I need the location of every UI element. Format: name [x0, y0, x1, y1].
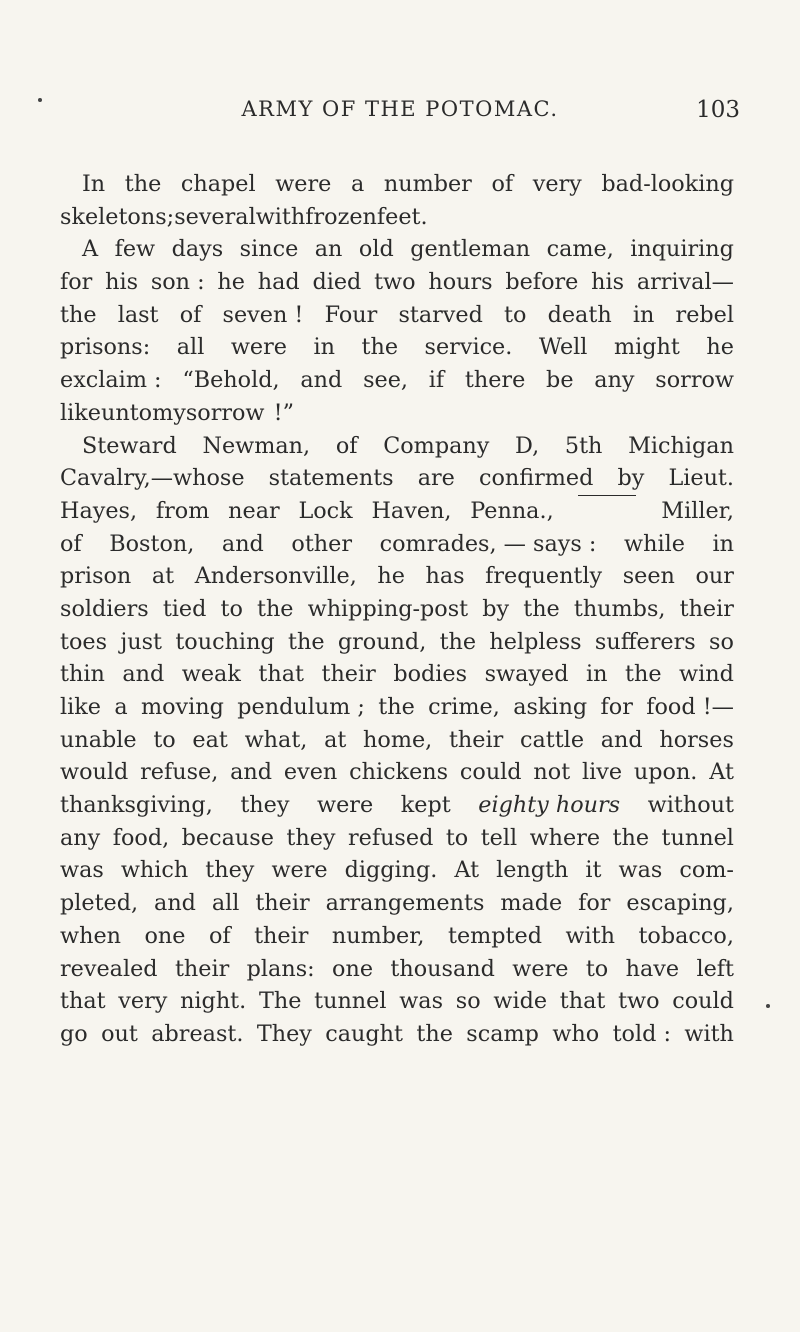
margin-speck-top	[38, 98, 42, 102]
running-title: ARMY OF THE POTOMAC.	[241, 97, 559, 121]
word: in	[712, 530, 734, 557]
word: his	[105, 269, 139, 296]
word: seven !	[222, 301, 304, 328]
word: A	[82, 236, 99, 263]
word: if	[428, 367, 445, 394]
word: and	[221, 530, 264, 557]
word: plans:	[246, 955, 315, 982]
word: length	[496, 857, 569, 884]
word: in	[632, 301, 655, 328]
text-line	[60, 887, 734, 920]
word: starved	[398, 301, 483, 328]
word: unable	[60, 726, 137, 753]
word: seen	[622, 563, 675, 590]
word: Penna.,	[470, 497, 554, 524]
word: the	[625, 661, 662, 688]
text-line	[60, 724, 734, 757]
word: it	[585, 857, 602, 884]
word: and	[154, 890, 196, 917]
word: have	[625, 955, 680, 982]
word: a	[350, 171, 365, 197]
text-line	[60, 789, 734, 822]
word: had	[257, 269, 300, 296]
word: home,	[363, 726, 433, 753]
word: one	[144, 922, 186, 949]
word: be	[546, 367, 574, 394]
word: in	[585, 661, 608, 688]
word: the	[256, 595, 294, 622]
text-line	[60, 331, 734, 364]
word: died	[312, 269, 362, 296]
word: two	[374, 269, 416, 296]
word: even	[283, 759, 338, 786]
word: digging.	[344, 857, 438, 884]
word: Cavalry,—whose	[60, 465, 245, 492]
word: food,	[112, 824, 170, 851]
word: their	[321, 661, 376, 688]
word: Boston,	[109, 530, 195, 557]
text-line	[60, 626, 734, 659]
word: Hayes,	[60, 497, 138, 524]
word: revealed	[60, 955, 158, 982]
word: out	[101, 1020, 138, 1047]
text-line	[60, 495, 734, 528]
word: that	[258, 661, 304, 688]
word: of	[335, 432, 358, 459]
word: At	[454, 857, 480, 884]
word: Four	[324, 301, 378, 328]
word: death	[547, 301, 612, 328]
word: with	[255, 203, 306, 230]
word: their	[254, 922, 309, 949]
word: not	[533, 759, 571, 786]
word: the	[124, 171, 162, 197]
word: arrival—	[636, 269, 734, 296]
word: sufferers	[594, 628, 696, 655]
word: upon.	[633, 759, 698, 786]
word: pendulum ;	[237, 694, 365, 720]
word: my	[152, 399, 186, 426]
word: moving	[140, 694, 224, 720]
word: cattle	[519, 726, 585, 753]
word: was	[399, 988, 444, 1015]
word: days	[171, 236, 224, 263]
word: without	[647, 792, 734, 819]
word: gentleman	[410, 236, 531, 263]
text-line	[60, 1018, 734, 1051]
word: toes	[60, 628, 108, 655]
word: two	[618, 988, 660, 1015]
word: thousand	[390, 955, 495, 982]
word: rebel	[675, 301, 734, 328]
word: to	[504, 301, 527, 328]
word: tunnel	[314, 988, 387, 1015]
word: sorrow	[655, 367, 734, 394]
word: abreast.	[151, 1020, 244, 1047]
word: prison	[60, 563, 132, 590]
word: one	[332, 955, 374, 982]
word: very	[118, 988, 168, 1015]
word: number	[383, 171, 472, 197]
word: unto	[100, 399, 153, 426]
word: Company	[383, 432, 490, 459]
word: eat	[192, 726, 228, 753]
word: number,	[331, 922, 425, 949]
word: service.	[424, 334, 513, 361]
word: They	[256, 1020, 312, 1047]
word: at	[324, 726, 347, 753]
word: to	[153, 726, 176, 753]
word: what,	[244, 726, 308, 753]
word: tied	[162, 595, 207, 622]
word: they	[240, 792, 290, 819]
word: would	[60, 759, 129, 786]
word: in	[313, 334, 335, 361]
text-line	[60, 756, 734, 789]
word: Steward	[82, 432, 177, 459]
word: are	[417, 465, 455, 492]
running-head	[60, 97, 740, 127]
word: since	[239, 236, 299, 263]
word: could	[459, 759, 522, 786]
word: there	[464, 367, 526, 394]
text-line	[60, 953, 734, 986]
word: of	[60, 530, 82, 557]
word: several	[174, 203, 256, 230]
word: weak	[181, 661, 241, 688]
word: Miller,	[661, 497, 734, 524]
text-line	[60, 691, 734, 724]
word: live	[582, 759, 623, 786]
word: bodies	[393, 661, 468, 688]
margin-speck-middle	[766, 1004, 770, 1008]
word: all	[176, 334, 205, 361]
text-line	[60, 528, 734, 561]
word: were	[317, 792, 374, 819]
word: frequently	[485, 563, 603, 590]
word: their	[255, 890, 310, 917]
word: to	[445, 824, 469, 851]
word: was	[60, 857, 104, 884]
word: he	[706, 334, 734, 361]
word: In	[82, 171, 106, 197]
word: sorrow !”	[185, 399, 294, 426]
word: helpless	[489, 628, 582, 655]
text-line	[60, 854, 734, 887]
page-number: 103	[696, 97, 740, 123]
word: at	[151, 563, 175, 590]
word: thumbs,	[573, 595, 666, 622]
blank-dash	[578, 495, 636, 528]
word: that	[60, 988, 106, 1015]
word: other	[291, 530, 353, 557]
word: who	[552, 1020, 600, 1047]
word: tempted	[447, 922, 542, 949]
word: they	[205, 857, 255, 884]
text-line	[60, 462, 734, 495]
word: hours	[428, 269, 493, 296]
word: comrades, — says :	[379, 530, 597, 557]
text-line	[60, 593, 734, 626]
word: because	[181, 824, 274, 851]
word: while	[624, 530, 685, 557]
word: from	[155, 497, 210, 524]
text-line	[60, 430, 734, 463]
word: were	[275, 171, 332, 197]
word: with	[684, 1020, 734, 1047]
word: wide	[493, 988, 548, 1015]
word: which	[120, 857, 189, 884]
word: an	[314, 236, 343, 263]
word: all	[211, 890, 240, 917]
word: the	[361, 334, 399, 361]
word: tunnel	[661, 824, 734, 851]
word: he	[217, 269, 245, 296]
word: was	[618, 857, 663, 884]
word: chickens	[349, 759, 449, 786]
word: frozen	[305, 203, 377, 230]
word: were	[512, 955, 569, 982]
word: son :	[150, 269, 205, 296]
word: the	[416, 1020, 453, 1047]
word: swayed	[484, 661, 569, 688]
word: were	[230, 334, 287, 361]
word: where	[529, 824, 601, 851]
word: Lieut.	[668, 465, 734, 492]
word: and	[300, 367, 343, 394]
word: skeletons;	[60, 203, 175, 230]
word: The	[258, 988, 302, 1015]
word: kept	[400, 792, 451, 819]
word: he	[377, 563, 405, 590]
word: arrangements	[325, 890, 485, 917]
word: tobacco,	[638, 922, 734, 949]
italic-phrase: eighty hours	[478, 792, 621, 819]
word: refuse,	[140, 759, 219, 786]
word: see,	[363, 367, 408, 394]
word: the	[60, 301, 97, 328]
word: told :	[612, 1020, 671, 1047]
word: pleted,	[60, 890, 139, 917]
word: of	[491, 171, 514, 197]
text-line	[60, 168, 734, 201]
text-line	[60, 560, 734, 593]
text-line	[60, 658, 734, 691]
word: com-	[679, 857, 734, 884]
word: might	[613, 334, 680, 361]
word: Michigan	[628, 432, 734, 459]
word: the	[288, 628, 325, 655]
word: night.	[180, 988, 247, 1015]
word: when	[60, 922, 122, 949]
word: confirmed	[478, 465, 594, 492]
word: food !—	[646, 694, 734, 720]
word: chapel	[180, 171, 256, 197]
word: their	[174, 955, 230, 982]
word: any	[594, 367, 635, 394]
word: that	[559, 988, 606, 1015]
word: for	[578, 890, 611, 917]
word: their	[679, 595, 734, 622]
text-line	[60, 920, 734, 953]
text-line	[60, 985, 734, 1018]
word: just	[120, 628, 163, 655]
word: go	[60, 1020, 88, 1047]
word: by	[482, 595, 510, 622]
word: with	[565, 922, 615, 949]
word: to	[585, 955, 609, 982]
word: tell	[480, 824, 518, 851]
word: to	[220, 595, 243, 622]
word: whipping-post	[307, 595, 469, 622]
word: Newman,	[202, 432, 311, 459]
word: the	[378, 694, 415, 720]
word: thin	[60, 661, 105, 688]
word: caught	[325, 1020, 403, 1047]
word: ground,	[337, 628, 427, 655]
text-line	[60, 299, 734, 332]
word: exclaim :	[60, 367, 162, 394]
word: escaping,	[626, 890, 734, 917]
word: bad-looking	[601, 171, 734, 197]
word: our	[695, 563, 734, 590]
word: any	[60, 824, 101, 851]
word: and	[600, 726, 643, 753]
word: the	[439, 628, 477, 655]
word: prisons:	[60, 334, 151, 361]
word: Well	[538, 334, 588, 361]
word: so	[455, 988, 481, 1015]
word: refused	[347, 824, 434, 851]
word: near	[228, 497, 280, 524]
word: last	[117, 301, 159, 328]
word: left	[696, 955, 734, 982]
word: his	[591, 269, 625, 296]
word: made	[500, 890, 563, 917]
word: old	[358, 236, 394, 263]
word: for	[600, 694, 633, 720]
word: a	[114, 694, 128, 720]
word: horses	[659, 726, 734, 753]
word: has	[425, 563, 465, 590]
text-line	[60, 364, 734, 397]
word: were	[271, 857, 328, 884]
word: and	[122, 661, 165, 688]
word: soldiers	[60, 595, 149, 622]
word: of	[208, 922, 231, 949]
word: touching	[175, 628, 275, 655]
word: could	[672, 988, 734, 1015]
word: came,	[546, 236, 614, 263]
text-line	[60, 233, 734, 266]
word: asking	[513, 694, 588, 720]
word: so	[709, 628, 734, 655]
body-text	[60, 168, 734, 1051]
word: Haven,	[371, 497, 452, 524]
word: the	[612, 824, 650, 851]
word: feet.	[376, 203, 428, 230]
word: D,	[515, 432, 540, 459]
word: they	[286, 824, 336, 851]
word: like	[60, 399, 101, 426]
word: and	[230, 759, 273, 786]
word: for	[60, 269, 93, 296]
text-line	[60, 397, 734, 430]
text-line	[60, 266, 734, 299]
word: thanksgiving,	[60, 792, 213, 819]
word: inquiring	[630, 236, 734, 263]
word: like	[60, 694, 101, 720]
word: by	[617, 465, 645, 492]
word: statements	[268, 465, 394, 492]
word: At	[709, 759, 734, 786]
word: 5th	[564, 432, 603, 459]
word: wind	[679, 661, 734, 688]
word: scamp	[466, 1020, 539, 1047]
word: “Behold,	[182, 367, 280, 394]
word: their	[448, 726, 504, 753]
text-line	[60, 822, 734, 855]
text-line	[60, 201, 734, 234]
word: crime,	[428, 694, 500, 720]
word: Andersonville,	[194, 563, 357, 590]
word: few	[114, 236, 156, 263]
word: before	[505, 269, 579, 296]
word: very	[532, 171, 582, 197]
word: of	[179, 301, 202, 328]
word: the	[523, 595, 560, 622]
word: Lock	[298, 497, 353, 524]
